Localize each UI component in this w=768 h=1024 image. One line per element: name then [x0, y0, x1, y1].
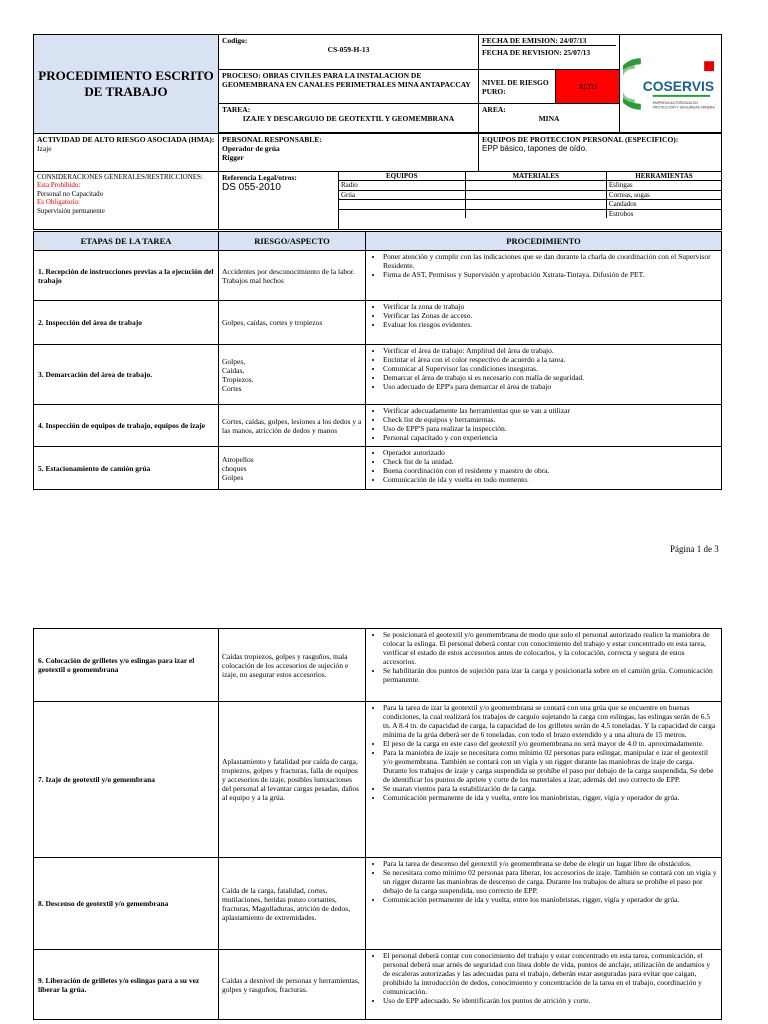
task-riesgo: Accidentes por desconocimiento de la labor. Trabajos mal hechos: [219, 251, 366, 301]
codigo-value: CS-059-H-13: [327, 45, 370, 54]
referencia-label: Referencia Legal/otros:: [222, 173, 297, 182]
procedimiento-item: • Uso adecuado de EPP's para demarcar el área de trabajo: [383, 382, 718, 391]
procedimiento-item: • Se posicionará el geotextil y/o geomembrana de modo que solo el personal autorizado realice la maniobra de colocar la eslinga. El personal deberá contar con conocimiento del trabajo y estar concentrado en esta tarea, verificar el estado de estos accesorios antes de colocarlos, y la colocación, correcta y segura de estos accesorios.: [383, 630, 718, 666]
equipo-item: Radio: [339, 181, 465, 190]
tarea-label: TAREA:: [222, 105, 251, 114]
actividad-label: ACTIVIDAD DE ALTO RIESGO ASOCIADA (HMA):: [37, 135, 215, 144]
task-etapa: 4. Inspección de equipos de trabajo, equipos de izaje: [34, 405, 219, 447]
material-item: [465, 200, 606, 209]
epp-label: EQUIPOS DE PROTECCION PERSONAL (ESPECIFICO):: [482, 135, 679, 144]
obligatorio-label: Es Obligatorio:: [37, 198, 80, 207]
procedimiento-item: • El personal deberá contar con conocimiento del trabajo y estar concentrado en esta tarea, comunicación, el personal deberá usar arnés de seguridad con línea doble de vida, puntos de anclaje, utilización de andamios y de escaleras autorizadas y las adecuadas para el trabajo, deberán estar aseguradas para evitar que caigan, prohibido la introducción de dedos, conocimiento y concentración de la tarea en el trabajo, coordinación y comunicación.: [383, 951, 718, 996]
task-procedimiento: [366, 858, 722, 950]
procedimiento-item: • Comunicación de ida y vuelta en todo momento.: [383, 475, 718, 484]
task-etapa: 2. Inspección del área de trabajo: [34, 301, 219, 345]
task-procedimiento: [366, 447, 722, 490]
actividad-cell: [34, 134, 219, 172]
procedimiento-item: • Evaluar los riesgos evidentes.: [383, 320, 718, 329]
procedimiento-list: [369, 406, 718, 442]
fecha-emision: FECHA DE EMISION: 24/07/13: [482, 36, 616, 46]
nivel-riesgo-value: ALTO: [556, 70, 620, 104]
procedimiento-item: • El peso de la carga en este caso del geotextil y/o geomembrana no será mayor de 4.0 tn. aproximadamente.: [383, 739, 718, 748]
company-logo: [623, 55, 718, 113]
equipo-item: [339, 200, 465, 209]
task-etapa: 9. Liberación de grilletes y/o eslingas para a su vez liberar la grúa.: [34, 950, 219, 1020]
procedimiento-item: • Para la maniobra de izaje se necesitara como mínimo 02 personas para eslingar, manipular e izar el geotextil y/o geomembrana. También se contará con un vigía y un rigger durante las maniobras de izaje de carga. Durante los trabajos de izaje y carga suspendida se prohíbe el paso por debajo de la carga suspendida, Se debe de identificar los puntos de apriete y corte de los materiales a izar, además del uso correcto de EPP.: [383, 748, 718, 784]
prohibido-value: Personal no Capacitado: [37, 189, 104, 198]
procedimiento-item: • Se necesitara como mínimo 02 personas para liberar, los accesorios de izaje. También se contará con un vigía y un rigger durante las maniobras de descenso de carga. Durante los trabajos de altura se prohíbe el paso por debajo de la carga suspendida, uso correcto de EPP.: [383, 868, 718, 895]
area-value: MINA: [538, 114, 560, 123]
actividad-value: Izaje: [37, 144, 52, 153]
svg-text:EMPRESA AUTORIZADA EN: EMPRESA AUTORIZADA EN: [652, 100, 698, 105]
procedimiento-item: • Verificar las Zonas de acceso.: [383, 311, 718, 320]
procedimiento-item: • Verificar adecuadamente las herramientas que se van a utilizar: [383, 406, 718, 415]
logo-cell: [620, 35, 722, 133]
task-row: [34, 858, 722, 950]
task-etapa: 5. Estacionamiento de camión grúa: [34, 447, 219, 490]
procedimiento-item: • Operador autorizado: [383, 448, 718, 457]
task-riesgo: Golpes, caídas, cortes y tropiezos: [219, 301, 366, 345]
procedimiento-item: • Verificar la zona de trabajo: [383, 302, 718, 311]
etapas-column-header: ETAPAS DE LA TAREA: [34, 232, 219, 251]
proceso-cell: PROCESO: OBRAS CIVILES PARA LA INSTALACION DE GEOMEMBRANA EN CANALES PERIMETRALES MINA ANTAPACCAY: [219, 70, 479, 104]
task-row: [34, 702, 722, 858]
personal-cell: [219, 134, 479, 172]
materiales-header: MATERIALES: [465, 172, 606, 181]
procedimiento-item: • Se usaran vientos para la estabilización de la carga.: [383, 784, 718, 793]
tasks-table-page2: [33, 628, 722, 1020]
procedimiento-item: • Uso de EPP adecuado. Se identificarán los puntos de atrición y corte.: [383, 996, 718, 1005]
task-riesgo: Cortes, caídas, golpes, lesiones a los dedos y a las manos, atricción de dedos y manos: [219, 405, 366, 447]
procedimiento-item: • Para la tarea de descenso del geotextil y/o geomembrana se debe de elegir un lugar libre de obstáculos.: [383, 859, 718, 868]
equipos-header: EQUIPOS: [339, 172, 465, 181]
herramienta-item: Correas, sogas: [606, 190, 721, 199]
task-riesgo: Caídas a desnivel de personas y herramientas, golpes y rasguños, fracturas.: [219, 950, 366, 1020]
procedimiento-item: • Buena coordinación con el residente y maestro de obra.: [383, 466, 718, 475]
consideraciones-cell: [34, 172, 219, 230]
fechas-cell: [479, 35, 620, 70]
rows-page2: [34, 629, 722, 1020]
procedimiento-item: • Verificar el área de trabajo: Amplitud del área de trabajo.: [383, 346, 718, 355]
task-row: [34, 447, 722, 490]
procedimiento-list: [369, 448, 718, 484]
task-procedimiento: [366, 301, 722, 345]
fecha-revision: FECHA DE REVISION: 25/07/13: [482, 48, 591, 57]
procedimiento-list: [369, 302, 718, 329]
riesgo-column-header: RIESGO/ASPECTO: [219, 232, 366, 251]
svg-text:PROTECCIÓN Y SEGURIDAD MINERA: PROTECCIÓN Y SEGURIDAD MINERA: [652, 105, 715, 110]
codigo-cell: [219, 35, 479, 70]
prohibido-label: Esta Prohibido:: [37, 181, 81, 190]
task-row: [34, 345, 722, 405]
procedimiento-item: • Firma de AST, Permisos y Supervisión y aprobación Xstrata-Tintaya. Difusión de PET.: [383, 270, 718, 279]
equipo-item: [339, 209, 465, 218]
procedimiento-list: [369, 630, 718, 684]
procedimiento-item: • Check list de la unidad.: [383, 457, 718, 466]
svg-text:COSERVIS: COSERVIS: [642, 77, 715, 94]
personal-operador: Operador de grúa: [222, 144, 280, 153]
task-procedimiento: [366, 405, 722, 447]
procedimiento-item: • Demarcar el área de trabajo si es necesario con malla de seguridad.: [383, 373, 718, 382]
codigo-label: Codigo:: [222, 36, 248, 45]
epp-value: EPP básico, tapones de oído.: [482, 144, 588, 153]
procedimiento-column-header: PROCEDIMIENTO: [366, 232, 722, 251]
procedimiento-list: [369, 703, 718, 802]
task-procedimiento: [366, 950, 722, 1020]
procedimiento-item: • Personal capacitado y con experiencia: [383, 433, 718, 442]
herramientas-header: HERRAMIENTAS: [606, 172, 721, 181]
herramienta-item: Candados: [606, 200, 721, 209]
task-procedimiento: [366, 251, 722, 301]
personal-rigger: Rigger: [222, 153, 244, 162]
referencia-value: DS 055-2010: [222, 182, 281, 193]
task-procedimiento: [366, 702, 722, 858]
procedimiento-list: [369, 859, 718, 904]
tasks-table-page1: [33, 231, 722, 490]
task-riesgo: Atropellos choques Golpes: [219, 447, 366, 490]
task-riesgo: Caída de la carga, fatalidad, cortes, mutilaciones, heridas punzo cortantes, fracturas, Magulladuras, atrición de dedos, aplastamiento de extremidades.: [219, 858, 366, 950]
nivel-riesgo-label: NIVEL DE RIESGO PURO:: [479, 70, 556, 104]
procedimiento-list: [369, 346, 718, 391]
task-row: [34, 251, 722, 301]
herramienta-item: Eslingas: [606, 181, 721, 190]
material-item: [465, 209, 606, 218]
task-row: [34, 629, 722, 702]
task-riesgo: Golpes, Caídas, Tropiezos. Cortes: [219, 345, 366, 405]
personal-label: PERSONAL RESPONSABLE:: [222, 135, 322, 144]
task-riesgo: Aplastamiento y fatalidad por caída de carga, tropiezos, golpes y fracturas, falla de equipos y accesorios de izaje, posibles lumxaciones del personal al levantar cargas pesadas, daños al equipo y a la grúa.: [219, 702, 366, 858]
area-label: AREA:: [482, 105, 506, 114]
recursos-cell: [339, 172, 722, 230]
material-item: [465, 181, 606, 190]
recursos-table: [339, 172, 721, 218]
procedimiento-item: • Encintar el área con el color respectivo de acuerdo a la tarea.: [383, 355, 718, 364]
procedimiento-list: [369, 951, 718, 1005]
header-table: [33, 34, 722, 230]
epp-cell: [479, 134, 722, 172]
task-etapa: 1. Recepción de instrucciones previas a la ejecución del trabajo: [34, 251, 219, 301]
task-row: [34, 405, 722, 447]
rows-page1: [34, 251, 722, 490]
procedimiento-item: • Uso de EPP'S para realizar la inspección.: [383, 424, 718, 433]
procedimiento-item: • Para la tarea de izar la geotextil y/o geomembrana se contará con una grúa que se encuentre en buenas condiciones, la cual realizará los trabajos de carguío sujetando la carga con eslingas, las eslingas serán de 6.5 tn. A 8.4 tn. de capacidad de carga, la capacidad de los grilletes serán de 4.5 toneladas. Y la capacidad de carga mínima de la grúa deberá ser de 6 toneladas. con todo el brazo extendido y a una altura de 15 metros.: [383, 703, 718, 739]
task-riesgo: Caídas tropiezos, golpes y rasguños, mala colocación de los accesorios de sujeción e izaje, no asegurar estos accesorios.: [219, 629, 366, 702]
referencia-cell: [219, 172, 339, 230]
task-etapa: 3. Demarcación del área de trabajo.: [34, 345, 219, 405]
material-item: [465, 190, 606, 199]
equipo-item: Grúa: [339, 190, 465, 199]
procedimiento-item: • Poner atención y cumplir con las indicaciones que se dan durante la charla de coordinación con el Supervisor Residente.: [383, 252, 718, 270]
consideraciones-label: CONSIDERACIONES GENERALES/RESTRICCIONES:: [37, 173, 203, 181]
herramienta-item: Estrobos: [608, 209, 634, 218]
task-row: [34, 950, 722, 1020]
tarea-cell: [219, 104, 479, 133]
procedimiento-item: • Check list de equipos y herramientas.: [383, 415, 718, 424]
task-procedimiento: [366, 345, 722, 405]
procedimiento-item: • Comunicación permanente de ida y vuelta, entre los maniobristas, rigger, vigía y operador de grúa.: [383, 895, 718, 904]
procedimiento-list: [369, 252, 718, 279]
document-title: PROCEDIMIENTO ESCRITO DE TRABAJO: [34, 35, 219, 134]
task-procedimiento: [366, 629, 722, 702]
obligatorio-value: Supervisión permanente: [37, 206, 105, 215]
procedimiento-item: • Comunicar al Supervisor las condiciones inseguras.: [383, 364, 718, 373]
procedimiento-item: • Se habilitarán dos puntos de sujeción para izar la carga y posicionarla sobre en el camión grúa. Comunicación permanente.: [383, 666, 718, 684]
procedimiento-item: • Comunicación permanente de ida y vuelta, entre los maniobristas, rigger, vigía y operador de grúa.: [383, 793, 718, 802]
task-etapa: 7. Izaje de geotextil y/o gemembrana: [34, 702, 219, 858]
task-etapa: 8. Descenso de geotextil y/o gemembrana: [34, 858, 219, 950]
tarea-value: IZAJE Y DESCARGUIO DE GEOTEXTIL Y GEOMEMBRANA: [242, 114, 455, 123]
area-cell: [479, 104, 620, 133]
task-etapa: 6. Colocación de grilletes y/o eslingas para izar el geotextil o geomembrana: [34, 629, 219, 702]
page-number: Página 1 de 3: [670, 544, 719, 554]
task-row: [34, 301, 722, 345]
